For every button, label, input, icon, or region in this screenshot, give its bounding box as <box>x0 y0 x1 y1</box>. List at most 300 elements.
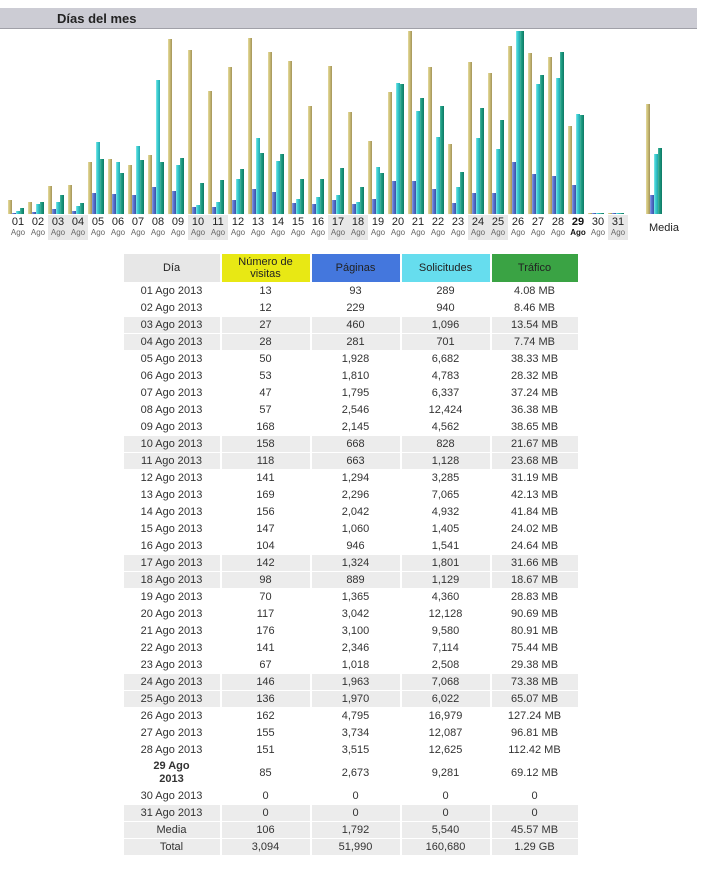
chart-day-group <box>488 31 504 214</box>
cell-value: 1,324 <box>312 555 400 571</box>
bar-traffic <box>600 213 604 214</box>
chart-day-group <box>228 31 244 214</box>
bar-visits <box>308 106 312 214</box>
cell-value: 6,337 <box>431 387 460 399</box>
cell-dia: 03 Ago 2013 <box>124 317 220 333</box>
column-header-4: Tráfico <box>492 254 578 282</box>
cell-dia: Total <box>124 839 220 855</box>
x-label-month: Ago <box>550 228 566 237</box>
chart-day-group <box>588 31 604 214</box>
table-row <box>124 788 578 804</box>
cell-value: 28 <box>222 334 310 350</box>
cell-value: 160,680 <box>402 839 490 855</box>
x-label-day <box>88 215 108 240</box>
bar-traffic <box>140 160 144 214</box>
cell-value: 1,018 <box>341 659 370 671</box>
column-header-3: Solicitudes <box>402 254 490 282</box>
cell-value: 9,281 <box>431 767 460 779</box>
cell-dia: 15 Ago 2013 <box>140 523 203 535</box>
cell-value: 7,065 <box>431 489 460 501</box>
chart-day-group <box>508 31 524 214</box>
x-label-month: Ago <box>10 228 26 237</box>
x-label-media: Media <box>649 221 679 234</box>
cell-value: 2,673 <box>341 767 370 779</box>
cell-value: 0 <box>222 805 310 821</box>
x-label-month: Ago <box>270 228 286 237</box>
cell-value: 7.74 MB <box>492 334 578 350</box>
x-label-day <box>8 215 28 240</box>
x-label-day-number: 02 <box>31 216 45 228</box>
bar-visits <box>208 91 212 214</box>
table-row <box>124 742 578 758</box>
header-row <box>124 254 578 282</box>
cell-value: 0 <box>531 790 538 802</box>
cell-value: 67 <box>259 659 272 671</box>
cell-value: 85 <box>259 767 272 779</box>
cell-value: 169 <box>256 489 275 501</box>
cell-dia: 14 Ago 2013 <box>140 506 203 518</box>
table-header <box>124 254 578 282</box>
chart-day-group <box>188 31 204 214</box>
x-label-month: Ago <box>30 228 46 237</box>
bar-traffic <box>220 180 224 214</box>
bar-visits <box>328 66 332 214</box>
cell-value: 4,562 <box>431 421 460 433</box>
cell-dia: 30 Ago 2013 <box>140 790 203 802</box>
cell-value: 12,424 <box>428 404 463 416</box>
x-label-day-number: 22 <box>431 216 445 228</box>
x-label-month: Ago <box>290 228 306 237</box>
x-label-day-number: 23 <box>451 216 465 228</box>
cell-dia: 16 Ago 2013 <box>140 540 203 552</box>
cell-value: 31.66 MB <box>492 555 578 571</box>
cell-dia: 20 Ago 2013 <box>140 608 203 620</box>
column-header-2: Páginas <box>312 254 400 282</box>
table-row <box>124 436 578 452</box>
x-label-day-number: 16 <box>311 216 325 228</box>
cell-dia: 28 Ago 2013 <box>140 744 203 756</box>
x-label-day-number: 10 <box>191 216 205 228</box>
cell-value: 828 <box>402 436 490 452</box>
cell-value: 6,682 <box>431 353 460 365</box>
cell-value: 41.84 MB <box>510 506 559 518</box>
table-row <box>124 538 578 554</box>
x-label-day <box>248 215 268 240</box>
daily-stats-table <box>122 253 580 856</box>
cell-dia: 07 Ago 2013 <box>140 387 203 399</box>
cell-value: 281 <box>312 334 400 350</box>
cell-value: 90.69 MB <box>510 608 559 620</box>
chart-day-group <box>108 31 124 214</box>
x-label-day <box>128 215 148 240</box>
cell-value: 69.12 MB <box>510 767 559 779</box>
table-row <box>124 606 578 622</box>
cell-dia: 13 Ago 2013 <box>140 489 203 501</box>
cell-dia: 12 Ago 2013 <box>140 472 203 484</box>
cell-value: 6,022 <box>402 691 490 707</box>
cell-value: 0 <box>402 805 490 821</box>
x-label-day <box>348 215 368 240</box>
x-label-day-number: 12 <box>231 216 245 228</box>
table-row <box>124 674 578 690</box>
cell-dia: 18 Ago 2013 <box>124 572 220 588</box>
table-row <box>124 640 578 656</box>
cell-dia: 26 Ago 2013 <box>140 710 203 722</box>
chart-media-group <box>646 31 662 214</box>
x-label-day-number: 15 <box>291 216 305 228</box>
bar-traffic <box>240 169 244 214</box>
cell-dia: 04 Ago 2013 <box>124 334 220 350</box>
bar-traffic <box>40 202 44 214</box>
x-label-month: Ago <box>370 228 386 237</box>
bar-traffic <box>440 106 444 214</box>
cell-dia: 25 Ago 2013 <box>124 691 220 707</box>
bar-traffic <box>380 173 384 214</box>
cell-value: 2,508 <box>431 659 460 671</box>
x-label-day <box>68 215 88 240</box>
x-label-month: Ago <box>90 228 106 237</box>
table-row <box>124 402 578 418</box>
x-label-month: Ago <box>610 228 626 237</box>
cell-value: 18.67 MB <box>492 572 578 588</box>
cell-value: 1,970 <box>312 691 400 707</box>
x-label-day-number: 19 <box>371 216 385 228</box>
table-row <box>124 589 578 605</box>
x-label-day-number: 09 <box>171 216 185 228</box>
x-label-day-number: 29 <box>571 216 585 228</box>
table-row <box>124 759 578 787</box>
cell-dia: 02 Ago 2013 <box>140 302 203 314</box>
x-label-day-number: 26 <box>511 216 525 228</box>
x-label-day <box>188 215 208 240</box>
cell-value: 1,060 <box>341 523 370 535</box>
cell-value: 3,094 <box>222 839 310 855</box>
x-label-day <box>588 215 608 240</box>
cell-value: 289 <box>436 285 455 297</box>
bar-traffic <box>180 158 184 214</box>
bar-visits <box>8 200 12 214</box>
x-label-day-number: 28 <box>551 216 565 228</box>
cell-value: 1,795 <box>341 387 370 399</box>
x-label-month: Ago <box>70 228 86 237</box>
x-label-month: Ago <box>390 228 406 237</box>
chart-day-group <box>528 31 544 214</box>
cell-value: 31.19 MB <box>510 472 559 484</box>
x-label-month: Ago <box>530 228 546 237</box>
x-label-day <box>448 215 468 240</box>
x-label-day-number: 14 <box>271 216 285 228</box>
bar-visits <box>248 38 252 214</box>
chart-day-group <box>48 31 64 214</box>
cell-value: 16,979 <box>428 710 463 722</box>
cell-value: 141 <box>256 472 275 484</box>
chart-x-axis <box>0 215 701 240</box>
cell-value: 47 <box>259 387 272 399</box>
cell-dia: 06 Ago 2013 <box>140 370 203 382</box>
table-row <box>124 368 578 384</box>
x-label-day <box>28 215 48 240</box>
cell-value: 45.57 MB <box>492 822 578 838</box>
x-label-month: Ago <box>170 228 186 237</box>
cell-value: 2,042 <box>341 506 370 518</box>
cell-value: 5,540 <box>402 822 490 838</box>
x-label-month: Ago <box>250 228 266 237</box>
chart-day-group <box>128 31 144 214</box>
cell-dia: 09 Ago 2013 <box>140 421 203 433</box>
x-label-day <box>168 215 188 240</box>
cell-value: 36.38 MB <box>510 404 559 416</box>
cell-value: 7,114 <box>432 642 459 654</box>
cell-value: 146 <box>222 674 310 690</box>
x-label-month: Ago <box>190 228 206 237</box>
bar-traffic <box>540 75 544 214</box>
cell-value: 51,990 <box>312 839 400 855</box>
bar-traffic <box>520 31 524 214</box>
chart-day-group <box>68 31 84 214</box>
table-row <box>124 839 578 855</box>
cell-value: 12,625 <box>428 744 463 756</box>
bar-traffic <box>480 108 484 214</box>
cell-value: 12,087 <box>428 727 463 739</box>
cell-value: 98 <box>222 572 310 588</box>
table-body <box>124 283 578 855</box>
table-row <box>124 351 578 367</box>
cell-dia: 23 Ago 2013 <box>140 659 203 671</box>
bar-visits <box>68 185 72 214</box>
bar-traffic <box>460 172 464 214</box>
bar-traffic <box>620 213 624 214</box>
cell-value: 2,145 <box>341 421 370 433</box>
bar-visits <box>348 112 352 214</box>
chart-day-group <box>208 31 224 214</box>
x-label-month: Ago <box>310 228 326 237</box>
cell-value: 155 <box>256 727 275 739</box>
cell-value: 0 <box>442 790 449 802</box>
cell-value: 3,042 <box>341 608 370 620</box>
cell-value: 28.32 MB <box>510 370 559 382</box>
chart-day-group <box>308 31 324 214</box>
cell-value: 24.02 MB <box>510 523 559 535</box>
today-date-label: 29 Ago 2013 <box>153 760 190 785</box>
cell-dia: 31 Ago 2013 <box>124 805 220 821</box>
cell-value: 1,928 <box>341 353 370 365</box>
table-row <box>124 805 578 821</box>
x-label-month: Ago <box>50 228 66 237</box>
cell-value: 0 <box>352 790 359 802</box>
cell-value: 38.33 MB <box>510 353 559 365</box>
table-row <box>124 572 578 588</box>
cell-value: 3,285 <box>431 472 460 484</box>
table-row <box>124 334 578 350</box>
x-label-day-number: 03 <box>51 216 65 228</box>
x-label-month: Ago <box>350 228 366 237</box>
cell-value: 104 <box>256 540 275 552</box>
cell-value: 701 <box>402 334 490 350</box>
cell-value: 3,100 <box>341 625 370 637</box>
x-label-month: Ago <box>430 228 446 237</box>
cell-value: 106 <box>222 822 310 838</box>
chart-day-group <box>368 31 384 214</box>
bar-traffic <box>200 183 204 214</box>
cell-value: 42.13 MB <box>510 489 559 501</box>
cell-value: 127.24 MB <box>507 710 562 722</box>
bar-traffic <box>580 115 584 214</box>
chart-day-group <box>348 31 364 214</box>
x-label-day <box>108 215 128 240</box>
table-row <box>124 555 578 571</box>
chart-day-group <box>408 31 424 214</box>
bar-traffic <box>560 52 564 214</box>
x-label-day <box>368 215 388 240</box>
table-row <box>124 691 578 707</box>
x-label-day <box>48 215 68 240</box>
x-label-day-number: 25 <box>491 216 505 228</box>
cell-value: 13.54 MB <box>492 317 578 333</box>
chart-day-group <box>428 31 444 214</box>
cell-value: 24.64 MB <box>510 540 559 552</box>
cell-value: 80.91 MB <box>510 625 559 637</box>
bar-traffic <box>300 179 304 214</box>
x-label-day-number: 24 <box>471 216 485 228</box>
cell-value: 1,096 <box>402 317 490 333</box>
bar-traffic <box>60 195 64 214</box>
x-label-month: Ago <box>470 228 486 237</box>
bar-visits <box>468 62 472 214</box>
cell-dia: 11 Ago 2013 <box>124 453 220 469</box>
x-label-month: Ago <box>110 228 126 237</box>
x-label-day <box>488 215 508 240</box>
x-label-day <box>428 215 448 240</box>
x-label-day-number: 27 <box>531 216 545 228</box>
cell-dia: 19 Ago 2013 <box>140 591 203 603</box>
cell-value: 176 <box>256 625 275 637</box>
x-label-day-number: 20 <box>391 216 405 228</box>
cell-value: 136 <box>222 691 310 707</box>
chart-day-group <box>288 31 304 214</box>
x-label-day <box>528 215 548 240</box>
chart-day-group <box>248 31 264 214</box>
cell-value: 4.08 MB <box>514 285 555 297</box>
cell-dia: 24 Ago 2013 <box>124 674 220 690</box>
chart-day-group <box>88 31 104 214</box>
cell-value: 118 <box>222 453 310 469</box>
cell-value: 1,128 <box>402 453 490 469</box>
chart-day-group <box>608 31 624 214</box>
table-row <box>124 419 578 435</box>
cell-value: 141 <box>256 642 275 654</box>
cell-value: 70 <box>259 591 272 603</box>
cell-value: 142 <box>222 555 310 571</box>
x-label-month: Ago <box>490 228 506 237</box>
table-row <box>124 385 578 401</box>
cell-dia: 17 Ago 2013 <box>124 555 220 571</box>
cell-dia: 21 Ago 2013 <box>140 625 203 637</box>
table-row <box>124 725 578 741</box>
cell-value: 117 <box>256 608 275 620</box>
cell-value: 3,734 <box>341 727 370 739</box>
table-row <box>124 708 578 724</box>
x-label-day-number: 07 <box>131 216 145 228</box>
x-label-day <box>608 215 628 240</box>
chart-day-group <box>568 31 584 214</box>
cell-value: 4,795 <box>341 710 370 722</box>
x-label-month: Ago <box>410 228 426 237</box>
table-row <box>124 453 578 469</box>
cell-value: 1,541 <box>431 540 460 552</box>
x-label-day-number: 30 <box>591 216 605 228</box>
bar-traffic <box>360 187 364 214</box>
x-label-day-number: 08 <box>151 216 165 228</box>
cell-value: 1.29 GB <box>492 839 578 855</box>
bar-traffic <box>420 98 424 214</box>
x-label-month: Ago <box>510 228 526 237</box>
cell-value: 158 <box>222 436 310 452</box>
cell-value: 50 <box>259 353 272 365</box>
cell-value: 4,360 <box>431 591 460 603</box>
x-label-day <box>148 215 168 240</box>
x-label-day <box>568 215 588 240</box>
cell-value: 65.07 MB <box>492 691 578 707</box>
column-header-0: Día <box>124 254 220 282</box>
chart-day-group <box>168 31 184 214</box>
chart-bars-row <box>0 31 701 214</box>
cell-value: 2,346 <box>341 642 370 654</box>
cell-value: 23.68 MB <box>492 453 578 469</box>
cell-value: 147 <box>256 523 275 535</box>
x-label-day <box>328 215 348 240</box>
cell-value: 3,515 <box>341 744 370 756</box>
cell-value: 0 <box>492 805 578 821</box>
x-label-day-number: 13 <box>251 216 265 228</box>
cell-value: 1,365 <box>341 591 370 603</box>
chart-day-group <box>148 31 164 214</box>
table-row <box>124 623 578 639</box>
x-label-day <box>508 215 528 240</box>
cell-value: 1,792 <box>312 822 400 838</box>
cell-value: 889 <box>312 572 400 588</box>
cell-value: 4,783 <box>431 370 460 382</box>
x-label-day <box>228 215 248 240</box>
x-label-day-number: 31 <box>611 216 625 228</box>
x-label-day <box>208 215 228 240</box>
cell-value: 946 <box>346 540 365 552</box>
chart-day-group <box>28 31 44 214</box>
cell-value: 2,296 <box>341 489 370 501</box>
cell-value: 112.42 MB <box>508 744 561 756</box>
cell-dia: 22 Ago 2013 <box>140 642 203 654</box>
cell-value: 75.44 MB <box>510 642 559 654</box>
chart-day-group <box>268 31 284 214</box>
cell-value: 27 <box>222 317 310 333</box>
cell-value: 8.46 MB <box>514 302 555 314</box>
cell-value: 12,128 <box>428 608 463 620</box>
cell-value: 168 <box>256 421 275 433</box>
cell-value: 1,810 <box>341 370 370 382</box>
table-row <box>124 317 578 333</box>
bar-chart <box>0 31 701 240</box>
cell-value: 940 <box>436 302 455 314</box>
cell-value: 57 <box>259 404 272 416</box>
table-row <box>124 657 578 673</box>
x-label-day <box>408 215 428 240</box>
x-label-day-number: 04 <box>71 216 85 228</box>
x-label-day <box>288 215 308 240</box>
cell-value: 96.81 MB <box>510 727 559 739</box>
cell-value: 668 <box>312 436 400 452</box>
chart-day-group <box>328 31 344 214</box>
cell-value: 229 <box>346 302 365 314</box>
chart-day-group <box>8 31 24 214</box>
